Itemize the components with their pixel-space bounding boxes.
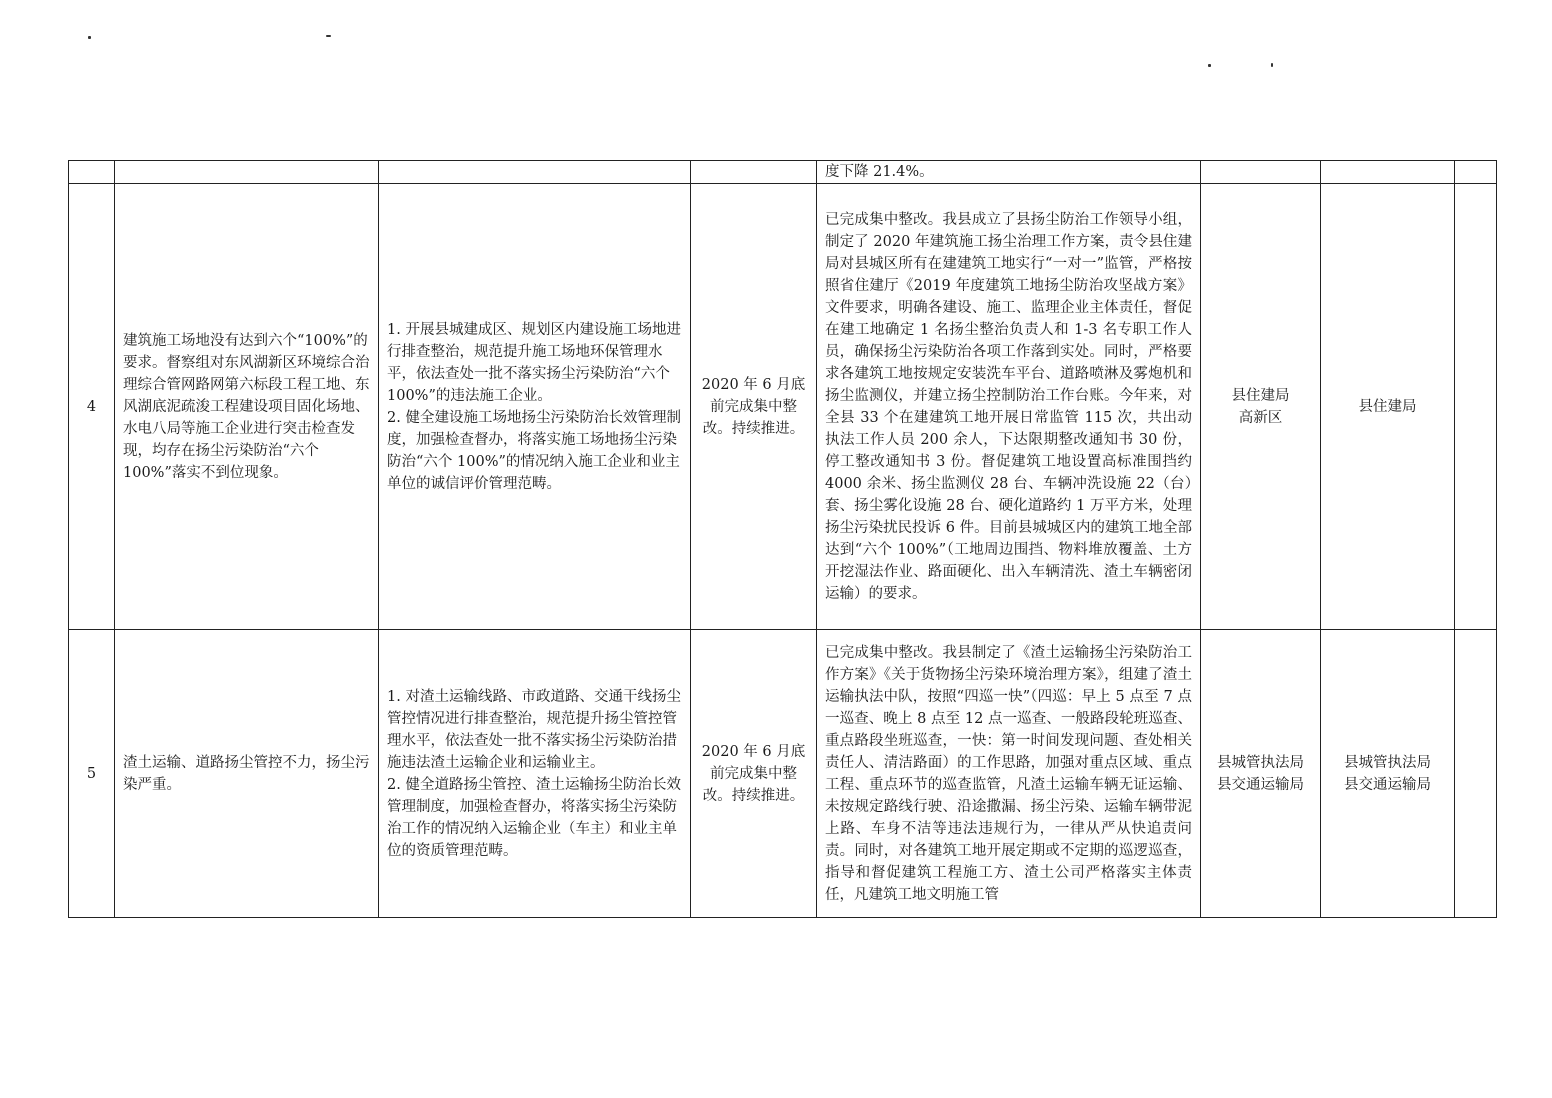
lead-unit: 县城管执法局 (1217, 754, 1304, 771)
table-row (69, 630, 1497, 918)
status-text: 已完成集中整改。我县制定了《渣土运输扬尘污染防治工作方案》《关于货物扬尘污染环境治理方案》，组建了渣土运输执法中队，按照“四巡一快”（四巡：早上 5 点至 7 点一巡查、晚上 8 点至 12 点一巡查、一般路段轮班巡查、重点路段坐班巡查，一快：第一时间发现问题、查处相关责任人、清洁路面）的工作思路，加强对重点区域、重点工程、重点环节的巡查监管，凡渣土运输车辆无证运输、未按规定路线行驶、沿途撒漏、扬尘污染、运输车辆带泥上路、车身不洁等违法违规行为，一律从严从快追责问责。同时，对各建筑工地开展定期或不定期的巡逻巡查，指导和督促建筑工程施工方、渣土公司严格落实主体责任，凡建筑工地文明施工管 (817, 630, 1201, 918)
resp-units-cell (1321, 630, 1455, 918)
scan-speck (326, 35, 331, 37)
remarks-cell (1455, 184, 1497, 630)
cell-index (69, 161, 115, 184)
measure-item: 1. 对渣土运输线路、市政道路、交通干线扬尘管控情况进行排查整治，规范提升扬尘管控管理水平，依法查处一批不落实扬尘污染防治措施违法渣土运输企业和运输业主。 (387, 688, 681, 771)
cell-resp-units (1321, 161, 1455, 184)
cell-status (817, 161, 1201, 184)
measure-item: 2. 健全道路扬尘管控、渣土运输扬尘防治长效管理制度，加强检查督办，将落实扬尘污染防治工作的情况纳入运输企业（车主）和业主单位的资质管理范畴。 (387, 776, 681, 859)
cell-deadline (691, 161, 817, 184)
cell-problem (115, 161, 379, 184)
resp-units-cell (1321, 184, 1455, 630)
table-row-continuation (69, 161, 1497, 184)
cell-measures (379, 161, 691, 184)
table-row (69, 184, 1497, 630)
cell-remarks (1455, 161, 1497, 184)
row-index: 5 (69, 630, 115, 918)
lead-unit: 县住建局 (1231, 387, 1290, 404)
lead-unit: 县交通运输局 (1217, 776, 1304, 793)
measures-cell (379, 184, 691, 630)
status-text: 度下降 21.4%。 (825, 164, 934, 180)
scan-speck (88, 36, 91, 39)
deadline-text: 2020 年 6 月底前完成集中整改。持续推进。 (691, 630, 817, 918)
resp-unit: 县交通运输局 (1344, 776, 1431, 793)
remarks-cell (1455, 630, 1497, 918)
deadline-text: 2020 年 6 月底前完成集中整改。持续推进。 (691, 184, 817, 630)
resp-unit: 县城管执法局 (1344, 754, 1431, 771)
resp-unit: 县住建局 (1358, 398, 1417, 415)
row-index: 4 (69, 184, 115, 630)
problem-text: 渣土运输、道路扬尘管控不力，扬尘污染严重。 (115, 630, 379, 918)
problem-text: 建筑施工场地没有达到六个“100%”的要求。督察组对东风湖新区环境综合治理综合管网路网第六标段工程工地、东风湖底泥疏浚工程建设项目固化场地、水电八局等施工企业进行突击检查发现，均存在扬尘污染防治“六个100%”落实不到位现象。 (115, 184, 379, 630)
rectification-table (68, 160, 1497, 918)
scan-speck (1208, 64, 1211, 67)
lead-unit: 高新区 (1238, 409, 1283, 426)
lead-units-cell (1201, 630, 1321, 918)
cell-lead-units (1201, 161, 1321, 184)
measure-item: 2. 健全建设施工场地扬尘污染防治长效管理制度，加强检查督办，将落实施工场地扬尘污染防治“六个 100%”的情况纳入施工企业和业主单位的诚信评价管理范畴。 (387, 409, 681, 492)
lead-units-cell (1201, 184, 1321, 630)
status-text: 已完成集中整改。我县成立了县扬尘防治工作领导小组，制定了 2020 年建筑施工扬尘治理工作方案，责令县住建局对县城区所有在建建筑工地实行“一对一”监管，严格按照省住建厅《2019 年度建筑工地扬尘防治攻坚战方案》文件要求，明确各建设、施工、监理企业主体责任，督促在建工地确定 1 名扬尘整治负责人和 1-3 名专职工作人员，确保扬尘污染防治各项工作落到实处。同时，严格要求各建筑工地按规定安装洗车平台、道路喷淋及雾炮机和扬尘监测仪，并建立扬尘控制防治工作台账。今年来，对全县 33 个在建建筑工地开展日常监管 115 次，共出动执法工作人员 200 余人，下达限期整改通知书 30 份，停工整改通知书 3 份。督促建筑工地设置高标准围挡约 4000 余米、扬尘监测仪 28 台、车辆冲洗设施 22（台）套、扬尘雾化设施 28 台、硬化道路约 1 万平方米，处理扬尘污染扰民投诉 6 件。目前县城城区内的建筑工地全部达到“六个 100%”（工地周边围挡、物料堆放覆盖、土方开挖湿法作业、路面硬化、出入车辆清洗、渣土车辆密闭运输）的要求。 (817, 184, 1201, 630)
measure-item: 1. 开展县城建成区、规划区内建设施工场地进行排查整治，规范提升施工场地环保管理水平，依法查处一批不落实扬尘污染防治“六个 100%”的违法施工企业。 (387, 321, 681, 404)
measures-cell (379, 630, 691, 918)
scan-speck (1271, 63, 1273, 67)
